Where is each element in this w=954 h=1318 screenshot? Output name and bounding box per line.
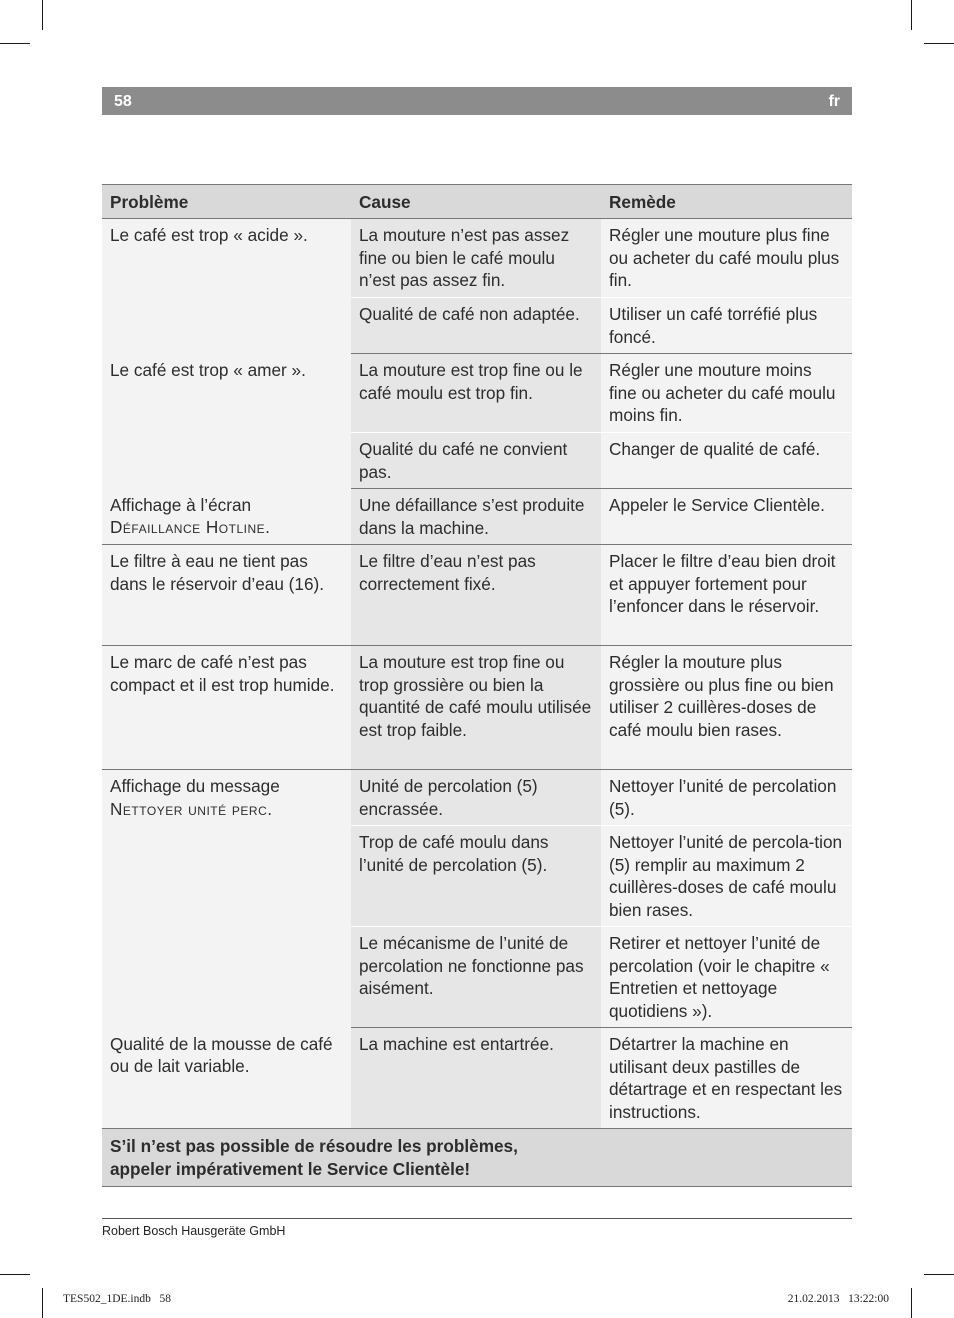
table-header-row	[102, 185, 852, 219]
cause-cell: La mouture n’est pas assez fine ou bien le café moulu n’est pas assez fin.	[351, 219, 601, 298]
crop-mark	[0, 43, 30, 44]
column-header-remedy: Remède	[601, 185, 852, 219]
remedy-cell: Changer de qualité de café.	[601, 433, 852, 489]
cause-cell: La machine est entartrée.	[351, 1028, 601, 1129]
cause-cell: La mouture est trop fine ou trop grossière ou bien la quantité de café moulu utilisée est trop faible.	[351, 646, 601, 770]
company-name: Robert Bosch Hausgeräte GmbH	[102, 1224, 286, 1238]
remedy-cell: Appeler le Service Clientèle.	[601, 489, 852, 545]
cause-cell: Le filtre d’eau n’est pas correctement fixé.	[351, 545, 601, 646]
table-row	[102, 219, 852, 298]
cause-cell: Une défaillance s’est produite dans la machine.	[351, 489, 601, 545]
service-note-line-1: S’il n’est pas possible de résoudre les problèmes,	[110, 1136, 518, 1157]
problem-cell: Le filtre à eau ne tient pas dans le réservoir d’eau (16).	[102, 545, 351, 646]
remedy-cell: Régler une mouture moins fine ou acheter du café moulu moins fin.	[601, 354, 852, 433]
cause-cell: Trop de café moulu dans l’unité de percolation (5).	[351, 826, 601, 927]
table-row	[102, 770, 852, 826]
service-note-line-2: appeler impérativement le Service Clientèle!	[110, 1158, 471, 1179]
footer-divider	[102, 1218, 852, 1219]
problem-cell: Qualité de la mousse de café ou de lait variable.	[102, 1028, 351, 1129]
remedy-cell: Utiliser un café torréfié plus foncé.	[601, 298, 852, 354]
remedy-cell: Placer le filtre d’eau bien droit et appuyer fortement pour l’enfoncer dans le réservoir.	[601, 545, 852, 646]
troubleshooting-table	[102, 184, 852, 1187]
table-row	[102, 646, 852, 770]
table-row	[102, 489, 852, 545]
problem-cell	[102, 770, 351, 1028]
column-header-cause: Cause	[351, 185, 601, 219]
column-header-problem: Problème	[102, 185, 351, 219]
display-message: Nettoyer unité perc.	[110, 798, 273, 819]
table-row	[102, 545, 852, 646]
cause-cell: Le mécanisme de l’unité de percolation ne fonctionne pas aisément.	[351, 927, 601, 1028]
cause-cell: La mouture est trop fine ou le café moulu est trop fin.	[351, 354, 601, 433]
remedy-cell: Détartrer la machine en utilisant deux pastilles de détartrage et en respectant les instructions.	[601, 1028, 852, 1129]
cause-cell: Qualité du café ne convient pas.	[351, 433, 601, 489]
problem-text: Affichage du message	[110, 776, 280, 797]
problem-text: Affichage à l’écran	[110, 494, 252, 515]
crop-mark	[911, 0, 912, 30]
table-footer-row	[102, 1129, 852, 1187]
language-code: fr	[828, 93, 840, 110]
print-slug-file: TES502_1DE.indb 58	[63, 1293, 171, 1305]
remedy-cell: Régler une mouture plus fine ou acheter du café moulu plus fin.	[601, 219, 852, 298]
remedy-cell: Nettoyer l’unité de percola-tion (5) remplir au maximum 2 cuillères-doses de café moulu bien rases.	[601, 826, 852, 927]
crop-mark	[42, 0, 43, 30]
problem-cell: Le café est trop « acide ».	[102, 219, 351, 354]
remedy-cell: Nettoyer l’unité de percolation (5).	[601, 770, 852, 826]
service-note	[102, 1129, 852, 1187]
page-number: 58	[114, 93, 132, 110]
problem-cell: Le marc de café n’est pas compact et il est trop humide.	[102, 646, 351, 770]
cause-cell: Qualité de café non adaptée.	[351, 298, 601, 354]
remedy-cell: Régler la mouture plus grossière ou plus fine ou bien utiliser 2 cuillères-doses de café moulu bien rases.	[601, 646, 852, 770]
crop-mark	[924, 43, 954, 44]
crop-mark	[0, 1274, 30, 1275]
page-header-bar	[102, 87, 852, 115]
cause-cell: Unité de percolation (5) encrassée.	[351, 770, 601, 826]
print-slug-date: 21.02.2013 13:22:00	[787, 1293, 889, 1305]
table-row	[102, 354, 852, 433]
remedy-cell: Retirer et nettoyer l’unité de percolation (voir le chapitre « Entretien et nettoyage quotidiens »).	[601, 927, 852, 1028]
display-message: Défaillance Hotline.	[110, 517, 271, 538]
problem-cell: Le café est trop « amer ».	[102, 354, 351, 489]
crop-mark	[924, 1274, 954, 1275]
table-row	[102, 1028, 852, 1129]
crop-mark	[42, 1288, 43, 1318]
problem-cell	[102, 489, 351, 545]
crop-mark	[911, 1288, 912, 1318]
